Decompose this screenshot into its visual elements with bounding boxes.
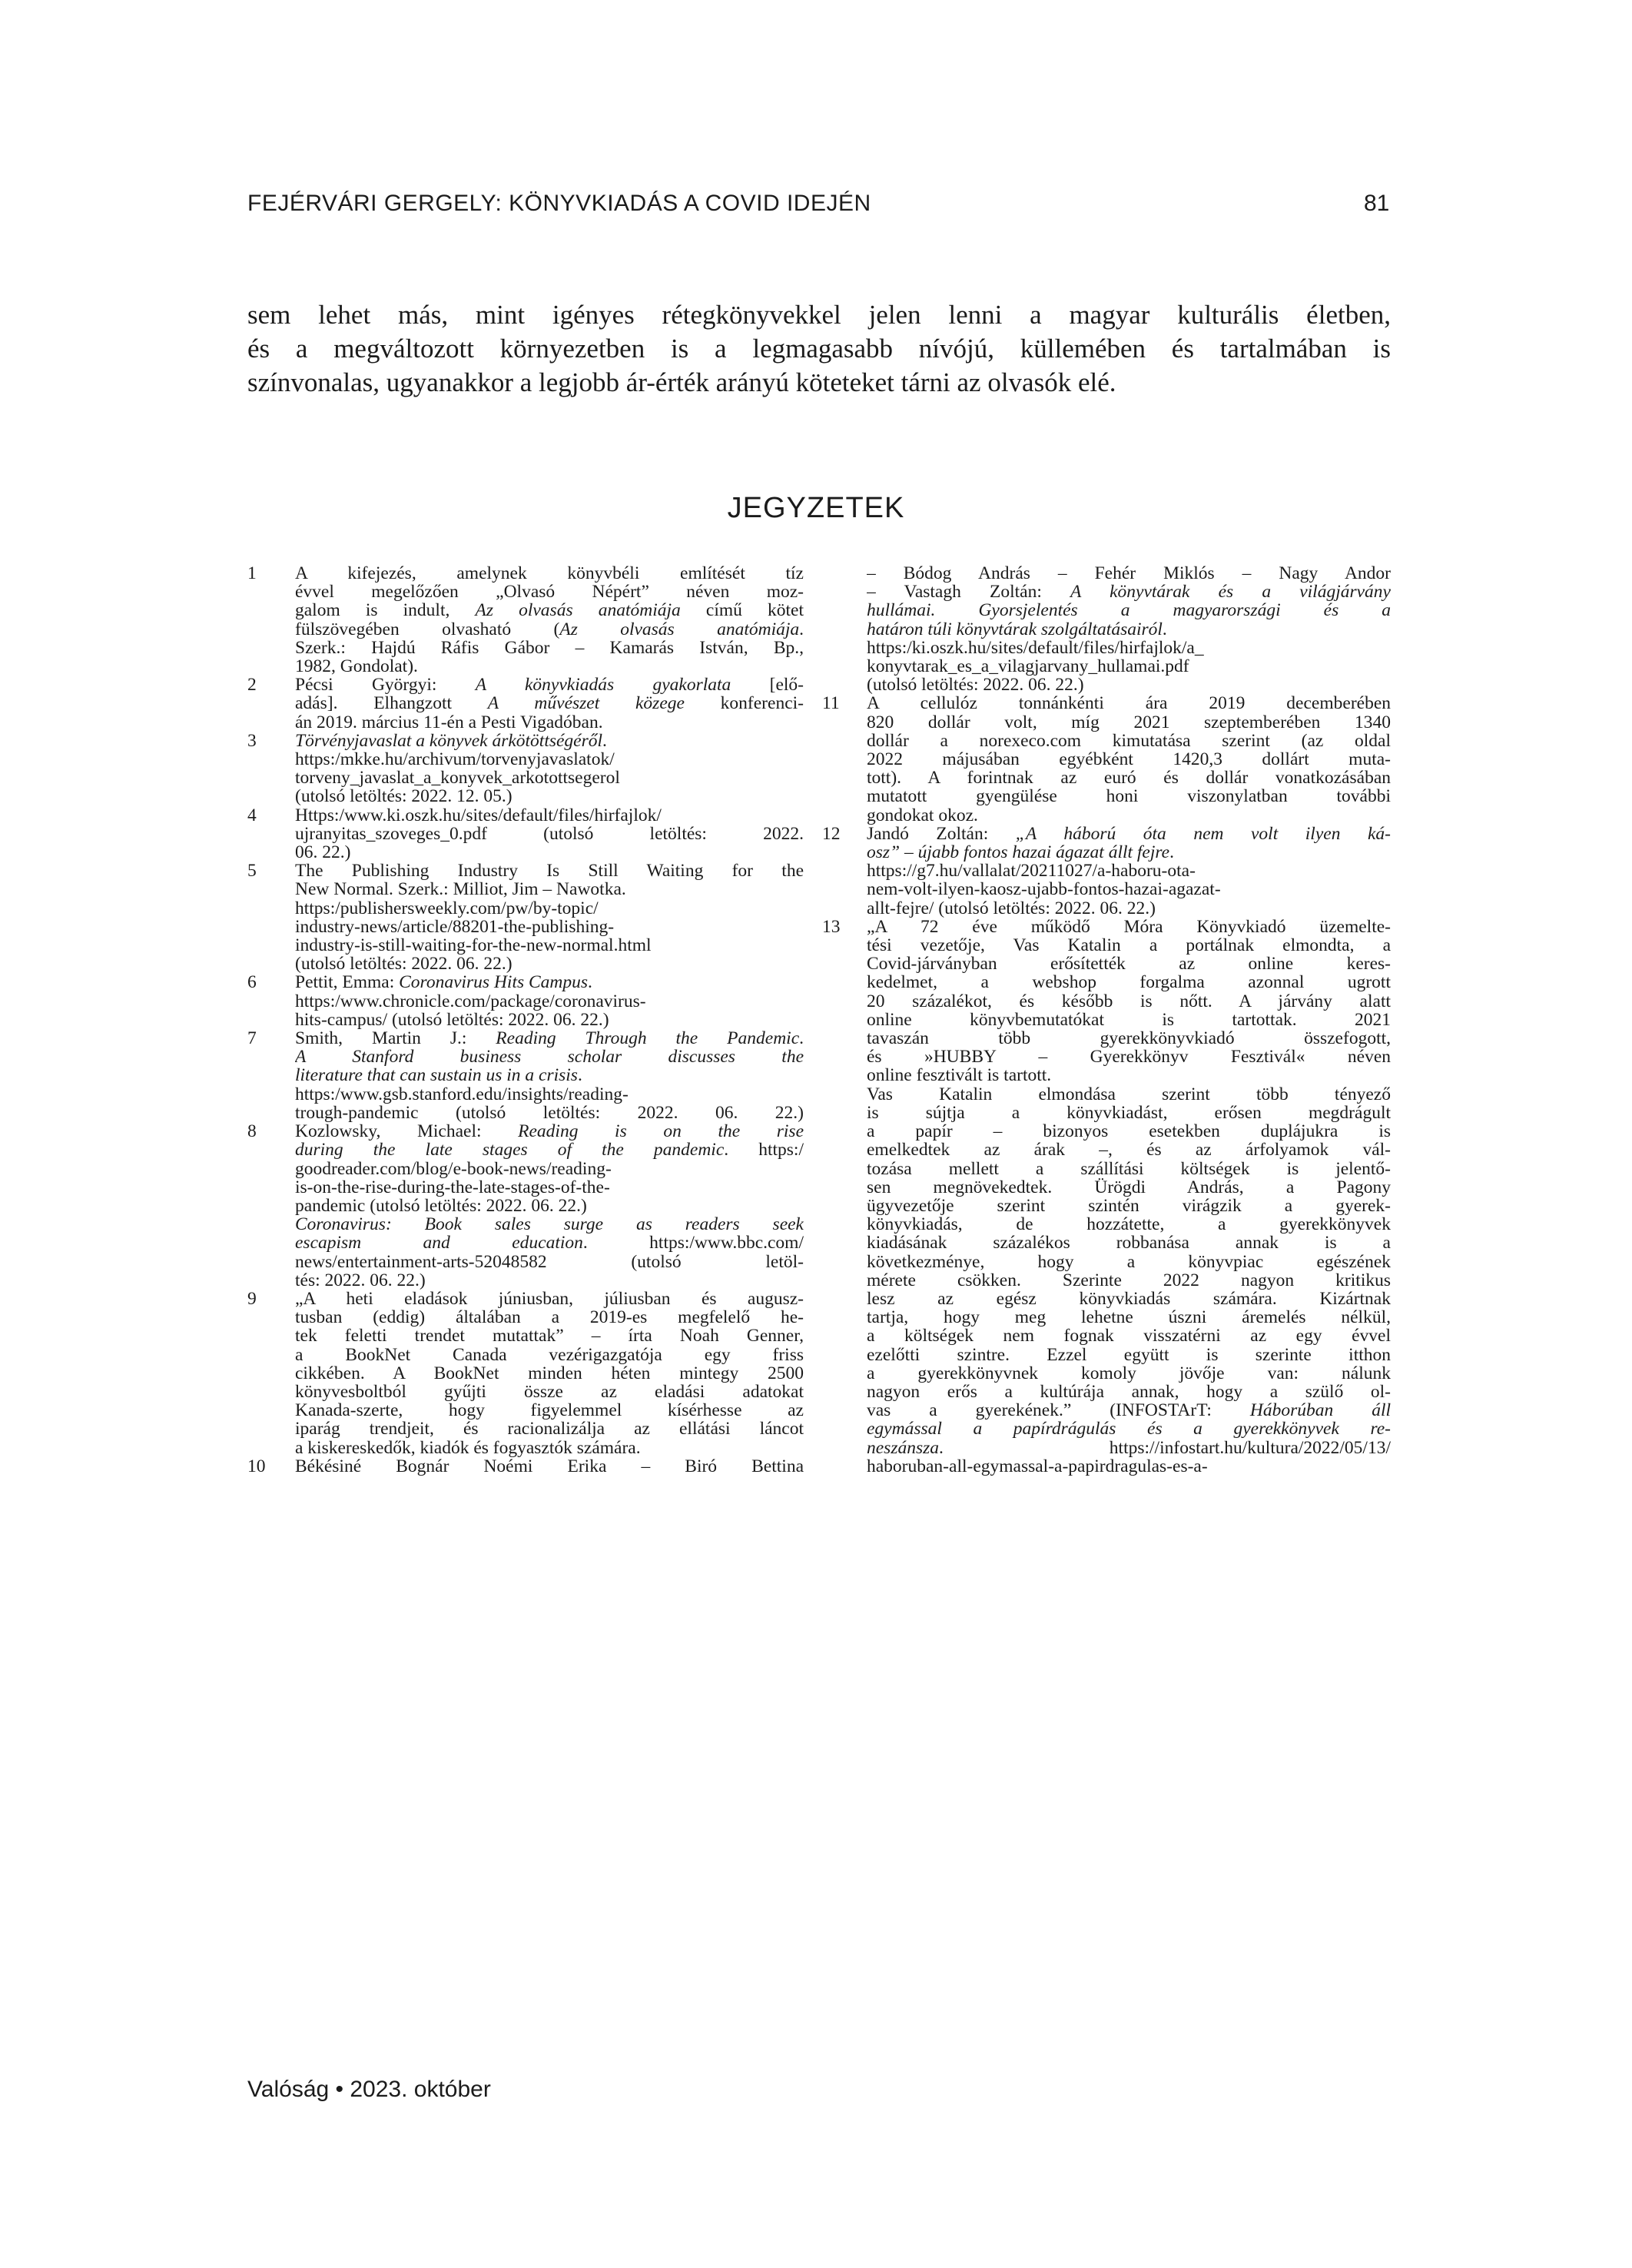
- footnote-line: [867, 1104, 1391, 1122]
- footer-issue: Valóság • 2023. október: [247, 2077, 491, 2102]
- text-run: Kozlowsky, Michael:: [295, 1122, 519, 1141]
- text-run: mérete csökken. Szerinte 2022 nagyon kritikus: [867, 1270, 1391, 1290]
- footnote-line: [867, 1439, 1391, 1457]
- footnote-line: [295, 1029, 804, 1048]
- text-run: gondokat okoz.: [867, 805, 978, 825]
- text-run: The Publishing Industry Is Still Waiting for the: [295, 862, 804, 881]
- text-run: következménye, hogy a könyvpiac egészének: [867, 1252, 1391, 1271]
- text-run: allt-fejre/ (utolsó letöltés: 2022. 06. 22.): [867, 898, 1156, 918]
- footnote-line: [867, 1197, 1391, 1215]
- text-run: hits-campus/ (utolsó letöltés: 2022. 06. 22.): [295, 1010, 609, 1030]
- footnote-line: [867, 1141, 1391, 1159]
- footnote-line: [867, 1290, 1391, 1308]
- italic-text: egymással a papírdrágulás és a gyerekkönyvek re-: [867, 1420, 1391, 1439]
- footnote-line: [295, 843, 804, 862]
- italic-text: A könyvkiadás gyakorlata: [475, 676, 731, 695]
- text-run: 06. 22.): [295, 843, 351, 862]
- footnote: [816, 564, 1391, 694]
- italic-text: határon túli könyvtárak szolgáltatásairól: [867, 619, 1163, 639]
- text-run: lesz az egész könyvkiadás számára. Kizártnak: [867, 1289, 1391, 1309]
- text-run: és »HUBBY – Gyerekkönyv Fesztivál« néven: [867, 1048, 1391, 1067]
- text-run: sen megnövekedtek. Ürögdi András, a Pagony: [867, 1177, 1391, 1197]
- footnote-line: [295, 1420, 804, 1438]
- footnote: [247, 862, 804, 973]
- footnote-line: [867, 1160, 1391, 1178]
- text-run: 2022 májusában egyébként 1420,3 dollárt muta-: [867, 750, 1391, 769]
- text-run: cikkében. A BookNet minden héten mintegy 2500: [295, 1363, 804, 1383]
- footnote-line: [867, 1085, 1391, 1104]
- text-run: című kötet: [680, 601, 804, 620]
- text-run: .: [602, 731, 607, 751]
- footnote-number: 9: [247, 1288, 257, 1309]
- footnote-line: [295, 732, 804, 750]
- footnote-line: [867, 880, 1391, 898]
- text-run: https:/mkke.hu/archivum/torvenyjavaslatok/: [295, 750, 615, 769]
- footnote-line: [295, 1271, 804, 1290]
- text-run: évvel megelőzően „Olvasó Népért” néven moz-: [295, 583, 804, 602]
- text-run: online könyvbemutatókat is tartottak. 2021: [867, 1010, 1391, 1030]
- footnote-number: 1: [247, 563, 257, 583]
- footnote-line: [295, 639, 804, 657]
- text-run: – Vastagh Zoltán:: [867, 583, 1071, 602]
- footnote: [247, 973, 804, 1029]
- footnote-line: [295, 1290, 804, 1308]
- footnote-line: [867, 601, 1391, 619]
- section-title: JEGYZETEK: [727, 492, 905, 524]
- footnote-line: [295, 750, 804, 769]
- text-run: goodreader.com/blog/e-book-news/reading-: [295, 1159, 612, 1178]
- text-run: https:/publishersweekly.com/pw/by-topic/: [295, 898, 599, 918]
- footnote-number: 4: [247, 805, 257, 825]
- footnote-text: [295, 564, 804, 676]
- text-run: konferenci-: [684, 694, 804, 713]
- text-run: tusban (eddig) általában a 2019-es megfelelő he-: [295, 1308, 804, 1327]
- footnote-text: [867, 694, 1391, 824]
- footnote-line: [295, 694, 804, 712]
- text-run: konyvtarak_es_a_vilagjarvany_hullamai.pdf: [867, 657, 1189, 676]
- text-run: a BookNet Canada vezérigazgatója egy friss: [295, 1345, 804, 1364]
- text-run: A kifejezés, amelynek könyvbéli említését tíz: [295, 564, 804, 583]
- footnote-line: [867, 1420, 1391, 1438]
- italic-text: hullámai. Gyorsjelentés a magyarországi és a: [867, 601, 1391, 620]
- footnote-line: [295, 1346, 804, 1364]
- footnote-line: [295, 657, 804, 676]
- footnote-text: [295, 973, 804, 1029]
- footnote-line: [295, 1457, 804, 1476]
- italic-text: Az olvasás anatómiája: [475, 601, 681, 620]
- footnote-line: [867, 713, 1391, 732]
- footnote-text: [295, 1457, 804, 1476]
- footnote-number: 11: [822, 693, 840, 714]
- footnote: [247, 1457, 804, 1476]
- footnote: [247, 1290, 804, 1457]
- text-run: a kiskereskedők, kiadók és fogyasztók számára.: [295, 1438, 641, 1457]
- footnote-line: [295, 1048, 804, 1066]
- text-run: 1982, Gondolat).: [295, 657, 418, 676]
- footnote-line: [295, 973, 804, 991]
- footnote-line: [867, 620, 1391, 639]
- text-run: Smith, Martin J.:: [295, 1029, 496, 1048]
- footnote-line: [295, 862, 804, 880]
- footnote-line: [867, 1122, 1391, 1141]
- text-run: ezelőtti szintre. Ezzel együtt is szerinte itthon: [867, 1345, 1391, 1364]
- footnote-line: [867, 1048, 1391, 1066]
- text-run: Https:/www.ki.oszk.hu/sites/default/files/hirfajlok/: [295, 805, 662, 825]
- text-run: könyvesboltból gyűjti össze az eladási adatokat: [295, 1382, 804, 1402]
- footnote-text: [295, 862, 804, 973]
- text-run: galom is indult,: [295, 601, 476, 620]
- footnote-line: [867, 676, 1391, 694]
- text-run: .: [1169, 843, 1174, 862]
- footnote-line: [295, 1085, 804, 1104]
- footnote-line: [295, 1066, 804, 1084]
- footnote-number: 12: [822, 823, 841, 844]
- italic-text: A Stanford business scholar discusses the: [295, 1048, 804, 1067]
- footnote-line: [295, 1141, 804, 1159]
- text-run: https:/www.gsb.stanford.edu/insights/reading-: [295, 1084, 629, 1104]
- text-run: emelkedtek az árak –, és az árfolyamok vál-: [867, 1141, 1391, 1160]
- footnote-line: [867, 862, 1391, 880]
- text-run: (utolsó letöltés: 2022. 12. 05.): [295, 787, 512, 806]
- running-head: FEJÉRVÁRI GERGELY: KÖNYVKIADÁS A COVID IDEJÉN: [247, 191, 871, 216]
- text-run: https://g7.hu/vallalat/20211027/a-haboru-ota-: [867, 862, 1196, 881]
- footnote-line: [867, 657, 1391, 676]
- text-run: „A heti eladások júniusban, júliusban és augusz-: [295, 1289, 804, 1309]
- footnote: [247, 676, 804, 732]
- footnote-line: [867, 750, 1391, 769]
- text-run: a papír – bizonyos esetekben duplájukra is: [867, 1122, 1391, 1141]
- footnote: [247, 1029, 804, 1122]
- footnote-line: [867, 1066, 1391, 1084]
- text-run: industry-news/article/88201-the-publishing-: [295, 917, 615, 937]
- footnote-line: [295, 601, 804, 619]
- footnote-line: [867, 1178, 1391, 1197]
- text-run: industry-is-still-waiting-for-the-new-normal.html: [295, 936, 652, 955]
- text-run: .: [799, 619, 804, 639]
- footnote: [247, 732, 804, 806]
- footnote-text: [295, 732, 804, 806]
- footnote-text: [295, 676, 804, 732]
- footnote-line: [295, 936, 804, 955]
- footnote-line: [867, 1234, 1391, 1252]
- text-run: Jandó Zoltán:: [867, 824, 1016, 844]
- page-number: 81: [1364, 191, 1390, 216]
- footnote-line: [295, 955, 804, 973]
- footnote-line: [295, 713, 804, 732]
- footnote-line: [867, 787, 1391, 805]
- notes-column-left: [247, 564, 804, 1476]
- footnote-line: [295, 899, 804, 918]
- body-line: sem lehet más, mint igényes rétegkönyvekkel jelen lenni a magyar kulturális életben,: [247, 300, 1391, 330]
- text-run: Pettit, Emma:: [295, 973, 400, 992]
- footnote-line: [295, 1439, 804, 1457]
- footnote-line: [867, 1011, 1391, 1029]
- footnote-line: [295, 806, 804, 825]
- footnote-text: [867, 564, 1391, 694]
- footnote-line: [867, 843, 1391, 862]
- footnote-line: [295, 787, 804, 805]
- text-run: vas a gyerekének.” (INFOSTArT:: [867, 1401, 1250, 1420]
- footnote-line: [867, 806, 1391, 825]
- footnote: [247, 1122, 804, 1290]
- italic-text: osz” – újabb fontos hazai ágazat állt fejre: [867, 843, 1170, 862]
- text-run: tozása mellett a szállítási költségek is jelentő-: [867, 1159, 1391, 1178]
- footnote-number: 3: [247, 730, 257, 751]
- italic-text: during the late stages of the pandemic: [295, 1141, 725, 1160]
- footnote-line: [295, 992, 804, 1011]
- text-run: trough-pandemic (utolsó letöltés: 2022. 06. 22.): [295, 1103, 804, 1123]
- text-run: nagyon erős a kultúrája annak, hogy a szülő ol-: [867, 1382, 1391, 1402]
- footnote-line: [295, 1364, 804, 1383]
- text-run: tartja, hogy meg lehetne úszni áremelés nélkül,: [867, 1308, 1391, 1327]
- footnote-line: [295, 1401, 804, 1420]
- text-run: online fesztivált is tartott.: [867, 1066, 1052, 1085]
- text-run: Vas Katalin elmondása szerint több tényező: [867, 1084, 1391, 1104]
- text-run: nem-volt-ilyen-kaosz-ujabb-fontos-hazai-agazat-: [867, 880, 1221, 899]
- footnote-line: [295, 825, 804, 843]
- text-run: Pécsi Györgyi:: [295, 676, 476, 695]
- text-run: – Bódog András – Fehér Miklós – Nagy Andor: [867, 564, 1391, 583]
- italic-text: literature that can sustain us in a crisis: [295, 1066, 578, 1085]
- footnote-line: [867, 1401, 1391, 1420]
- notes-column-right: [816, 564, 1391, 1476]
- footnote-line: [867, 732, 1391, 750]
- text-run: pandemic (utolsó letöltés: 2022. 06. 22.): [295, 1196, 587, 1216]
- text-run: https:/www.chronicle.com/package/coronavirus-: [295, 991, 646, 1011]
- footnote-line: [295, 1308, 804, 1327]
- text-run: (utolsó letöltés: 2022. 06. 22.): [867, 676, 1084, 695]
- footnote-number: 10: [247, 1456, 266, 1476]
- footnote-line: [867, 769, 1391, 787]
- footnote-line: [867, 918, 1391, 936]
- footnote-line: [295, 1253, 804, 1271]
- text-run: . https://infostart.hu/kultura/2022/05/13/: [939, 1438, 1391, 1457]
- text-run: 20 százalékot, és később is nőtt. A járvány alatt: [867, 991, 1391, 1011]
- text-run: torveny_javaslat_a_konyvek_arkotottsegerol: [295, 769, 620, 788]
- footnote-line: [295, 583, 804, 601]
- footnote-line: [295, 1178, 804, 1197]
- text-run: án 2019. március 11-én a Pesti Vigadóban.: [295, 712, 603, 732]
- footnote-line: [295, 1197, 804, 1215]
- footnote-line: [867, 1327, 1391, 1345]
- body-paragraph: [247, 298, 1391, 400]
- text-run: haboruban-all-egymassal-a-papirdragulas-es-a-: [867, 1456, 1208, 1476]
- footnote-line: [295, 1011, 804, 1029]
- text-run: a költségek nem fognak visszatérni az egy évvel: [867, 1327, 1391, 1346]
- footnote-text: [295, 1290, 804, 1457]
- text-run: is sújtja a könyvkiadást, erősen megdrágult: [867, 1103, 1391, 1123]
- italic-text: Reading is on the rise: [518, 1122, 804, 1141]
- italic-text: escapism and education: [295, 1234, 583, 1253]
- italic-text: Reading Through the Pandemic: [496, 1029, 800, 1048]
- text-run: .: [577, 1066, 582, 1085]
- footnote-text: [867, 825, 1391, 918]
- footnote-line: [295, 1234, 804, 1252]
- footnote-line: [867, 1364, 1391, 1383]
- footnote-line: [295, 564, 804, 583]
- footnote-line: [867, 1308, 1391, 1327]
- footnote-line: [867, 1215, 1391, 1234]
- footnote-line: [867, 992, 1391, 1011]
- footnote-line: [867, 1271, 1391, 1290]
- text-run: tési vezetője, Vas Katalin a portálnak elmondta, a: [867, 936, 1391, 955]
- footnote-number: 8: [247, 1121, 257, 1142]
- text-run: dollár a norexeco.com kimutatása szerint (az oldal: [867, 731, 1391, 751]
- text-run: Szerk.: Hajdú Ráfis Gábor – Kamarás István, Bp.,: [295, 638, 804, 658]
- footnote: [816, 825, 1391, 918]
- italic-text: „A háború óta nem volt ilyen ká-: [1015, 824, 1391, 844]
- text-run: a gyerekkönyvnek komoly jövője van: nálunk: [867, 1363, 1391, 1383]
- text-run: ügyvezetője szerint szintén virágzik a gyerek-: [867, 1196, 1391, 1216]
- text-run: .: [799, 1029, 804, 1048]
- footnote-line: [295, 1122, 804, 1141]
- footnote-line: [867, 973, 1391, 991]
- italic-text: Coronavirus Hits Campus: [399, 973, 589, 992]
- text-run: .: [588, 973, 592, 992]
- footnote-line: [867, 1383, 1391, 1401]
- italic-text: Háborúban áll: [1249, 1401, 1391, 1420]
- text-run: A cellulóz tonnánkénti ára 2019 decemberében: [867, 694, 1391, 713]
- footnote-line: [867, 564, 1391, 583]
- text-run: tek feletti trendet mutattak” – írta Noah Genner,: [295, 1327, 804, 1346]
- footnote-line: [295, 1327, 804, 1345]
- text-run: ujranyitas_szoveges_0.pdf (utolsó letöltés: 2022.: [295, 824, 804, 844]
- text-run: könyvkiadás, de hozzátette, a gyerekkönyvek: [867, 1215, 1391, 1234]
- text-run: . https:/: [724, 1141, 804, 1160]
- footnote-number: 6: [247, 972, 257, 993]
- footnote-number: 7: [247, 1028, 257, 1049]
- text-run: 820 dollár volt, míg 2021 szeptemberében 1340: [867, 712, 1391, 732]
- footnote-text: [867, 918, 1391, 1476]
- footnote-line: [867, 825, 1391, 843]
- footnote-line: [295, 880, 804, 898]
- footnote-line: [295, 918, 804, 936]
- footnote-line: [295, 1104, 804, 1122]
- footnote-number: 5: [247, 861, 257, 882]
- footnote-line: [295, 1383, 804, 1401]
- footnote-line: [295, 1160, 804, 1178]
- footnote-number: 13: [822, 916, 841, 937]
- text-run: New Normal. Szerk.: Milliot, Jim – Nawotka.: [295, 880, 626, 899]
- footnote-line: [867, 694, 1391, 712]
- text-run: fülszövegében olvasható (: [295, 619, 560, 639]
- text-run: „A 72 éve működő Móra Könyvkiadó üzemelte-: [867, 917, 1391, 937]
- footnote-line: [867, 936, 1391, 955]
- footnote-line: [867, 639, 1391, 657]
- text-run: is-on-the-rise-during-the-late-stages-of-the-: [295, 1177, 610, 1197]
- footnote-line: [295, 1215, 804, 1234]
- footnote-line: [867, 1346, 1391, 1364]
- italic-text: Coronavirus: Book sales surge as readers seek: [295, 1215, 804, 1234]
- text-run: . https:/www.bbc.com/: [582, 1234, 804, 1253]
- text-run: tott). A forintnak az euró és dollár vonatkozásában: [867, 769, 1391, 788]
- text-run: news/entertainment-arts-52048582 (utolsó letöl-: [295, 1252, 804, 1271]
- body-line: és a megváltozott környezetben is a legmagasabb nívójú, küllemében és tartalmában is: [247, 334, 1391, 364]
- footnote: [247, 564, 804, 676]
- footnote-number: 2: [247, 675, 257, 696]
- text-run: kedelmet, a webshop forgalma azonnal ugrott: [867, 973, 1391, 992]
- text-run: tavaszán több gyerekkönyvkiadó összefogott,: [867, 1029, 1391, 1048]
- text-run: https:/ki.oszk.hu/sites/default/files/hirfajlok/a_: [867, 638, 1204, 658]
- footnote-line: [867, 899, 1391, 918]
- footnote-line: [867, 1029, 1391, 1048]
- text-run: (utolsó letöltés: 2022. 06. 22.): [295, 955, 512, 974]
- footnote-text: [295, 806, 804, 862]
- text-run: .: [1162, 619, 1167, 639]
- italic-text: neszánsza: [867, 1438, 940, 1457]
- italic-text: Törvényjavaslat a könyvek árkötöttségéről: [295, 731, 603, 751]
- footnote-text: [295, 1122, 804, 1290]
- footnote-line: [295, 676, 804, 694]
- text-run: tés: 2022. 06. 22.): [295, 1270, 426, 1290]
- text-run: mutatott gyengülése honi viszonylatban további: [867, 787, 1391, 806]
- footnote: [816, 694, 1391, 824]
- text-run: kiadásának százalékos robbanása annak is a: [867, 1234, 1391, 1253]
- footnote: [816, 918, 1391, 1476]
- text-run: adás]. Elhangzott: [295, 694, 488, 713]
- footnote-line: [295, 620, 804, 639]
- text-run: iparág trendjeit, és racionalizálja az ellátási láncot: [295, 1420, 804, 1439]
- text-run: Békésiné Bognár Noémi Erika – Biró Bettina: [295, 1456, 804, 1476]
- footnote-line: [867, 955, 1391, 973]
- italic-text: A művészet közege: [487, 694, 685, 713]
- footnote-line: [867, 583, 1391, 601]
- footnote-text: [295, 1029, 804, 1122]
- text-run: [elő-: [731, 676, 804, 695]
- text-run: Covid-járványban erősítették az online keres-: [867, 955, 1391, 974]
- footnote-line: [867, 1253, 1391, 1271]
- text-run: Kanada-szerte, hogy figyelemmel kísérhesse az: [295, 1401, 804, 1420]
- footnote-line: [867, 1457, 1391, 1476]
- italic-text: A könyvtárak és a világjárvány: [1070, 583, 1391, 602]
- body-line: színvonalas, ugyanakkor a legjobb ár-érték arányú köteteket tárni az olvasók elé.: [247, 367, 1116, 397]
- footnote: [247, 806, 804, 862]
- footnote-line: [295, 769, 804, 787]
- italic-text: Az olvasás anatómiája: [559, 619, 800, 639]
